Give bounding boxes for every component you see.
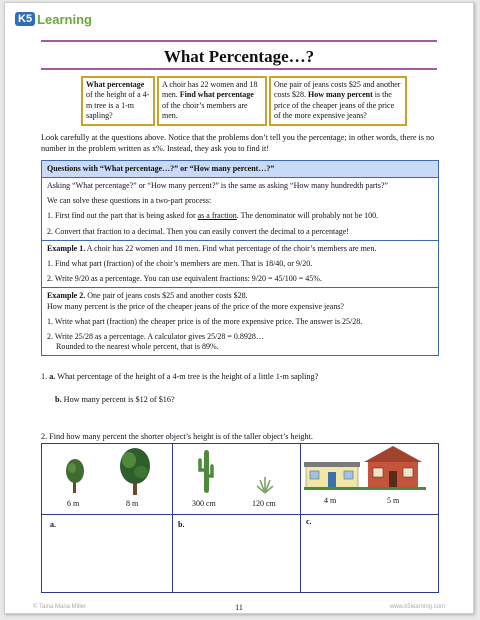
step-1-text-end: . The denominator will probably not be 100.: [236, 211, 379, 221]
footer-website: www.k5learning.com: [389, 604, 445, 610]
example-2-question: How many percent is the price of the cheaper jeans of the price of the more expensive jeans?: [47, 301, 344, 311]
problem-2-bold: Find what percentage: [179, 90, 254, 100]
example-1-step-2: 2. Write 9/20 as a percentage. You can use equivalent fractions: 9/20 = 45/100 = 45%.: [47, 274, 322, 284]
problem-3-pre: One pair of jeans costs $25 and another costs $28.: [274, 80, 401, 100]
small-house-icon: [304, 456, 360, 490]
example-2-statement: [47, 291, 433, 311]
problem-2-pre: A choir has 22 women and 18 men.: [162, 80, 258, 100]
question-1a-text: What percentage of the height of a 4-m tree is the height of a little 1-m sapling?: [55, 372, 319, 381]
example-2-section: [42, 288, 438, 355]
question-1a: [41, 372, 318, 381]
cactus-height: 300 cm: [192, 499, 216, 508]
worksheet-page: [4, 2, 474, 614]
question-1a-letter: a.: [49, 372, 56, 381]
cell-a-label: a.: [50, 520, 56, 529]
grid-row-divider: [42, 514, 438, 515]
explanation-p2: We can solve these questions in a two-part process:: [47, 196, 212, 206]
explanation-box: [41, 160, 439, 356]
example-1-statement: [47, 244, 433, 254]
example-1-text: A choir has 22 women and 18 men. Find what percentage of the choir’s members are men.: [85, 243, 377, 253]
small-house-height: 4 m: [324, 496, 337, 505]
problem-box-2: [157, 76, 267, 126]
cell-b-label: b.: [178, 520, 185, 529]
grid-divider-1: [172, 444, 173, 592]
example-1-heading: Example 1.: [47, 243, 86, 253]
answer-grid: [41, 443, 439, 593]
cell-c-label: c.: [306, 517, 312, 526]
question-1b-letter: b.: [55, 395, 62, 404]
example-2-step-2-text: 2. Write 25/28 as a percentage. A calculator gives 25/28 = 0.8928…: [47, 332, 264, 342]
tall-cactus-icon: [197, 448, 215, 494]
example-1-section: [42, 241, 438, 289]
problem-1-text: of the height of a 4-m tree is a 1-m sapling?: [86, 90, 150, 121]
example-2-text: One pair of jeans costs $25 and another costs $28.: [85, 291, 248, 301]
explanation-step-2: 2. Convert that fraction to a decimal. Then you can easily convert the decimal to a percentage!: [47, 226, 349, 236]
k5-learning-logo[interactable]: [15, 9, 92, 29]
small-plant-icon: [256, 474, 274, 494]
step-1-text: 1. First find out the part that is being asked for: [47, 211, 198, 221]
large-house-icon: [360, 444, 426, 490]
large-tree-icon: [118, 446, 152, 496]
explanation-step-1: [47, 211, 433, 221]
problem-3-text: is the price of the cheaper jeans of the price of the more expensive jeans?: [274, 90, 395, 121]
problem-box-1: [81, 76, 155, 126]
explanation-header: Questions with “What percentage…?” or “How many percent…?”: [42, 161, 438, 178]
footer-copyright: © Taina Maria Miller: [33, 604, 86, 610]
example-2-step-2-result: Rounded to the nearest whole percent, that is 89%.: [56, 342, 219, 352]
title-rule-top: [41, 40, 437, 42]
problem-1-bold: What percentage: [86, 80, 145, 89]
logo-text: Learning: [37, 11, 92, 27]
tree-b-height: 8 m: [126, 499, 139, 508]
problem-3-bold: How many percent: [308, 90, 373, 100]
problem-box-3: [269, 76, 407, 126]
large-house-height: 5 m: [387, 496, 400, 505]
problem-boxes: [81, 76, 407, 126]
question-2: 2. Find how many percent the shorter object’s height is of the taller object’s height.: [41, 432, 313, 441]
explanation-p1: Asking “What percentage?” or “How many percent?” is the same as asking “How many hundredth parts?”: [47, 181, 388, 190]
intro-paragraph: Look carefully at the questions above. Notice that the problems don’t tell you the percentage; in other words, there is no number in the problem written as x%. Instead, they ask you to find it!: [41, 133, 435, 153]
page-number: 11: [235, 603, 243, 612]
example-1-step-1: 1. Find what part (fraction) of the choir’s members are men. That is 18/40, or 9/20.: [47, 259, 313, 269]
tree-a-height: 6 m: [67, 499, 80, 508]
title-rule-bottom: [41, 68, 437, 70]
logo-badge: K5: [15, 12, 35, 26]
question-1-number: 1.: [41, 372, 50, 381]
example-2-step-1: 1. Write what part (fraction) the cheaper price is of the more expensive price. The answer is 25/28.: [47, 316, 363, 326]
plant-height: 120 cm: [252, 499, 276, 508]
page-title: What Percentage…?: [163, 47, 315, 66]
problem-2-text: of the choir’s members are men.: [162, 100, 248, 121]
question-1b: [55, 395, 175, 404]
example-2-heading: Example 2.: [47, 291, 86, 301]
step-1-underlined: as a fraction: [197, 211, 237, 221]
explanation-section: [42, 178, 438, 241]
question-1b-text: How many percent is $12 of $16?: [61, 395, 175, 404]
small-tree-icon: [64, 458, 86, 494]
example-2-step-2: [47, 332, 433, 352]
grid-divider-2: [300, 444, 301, 592]
